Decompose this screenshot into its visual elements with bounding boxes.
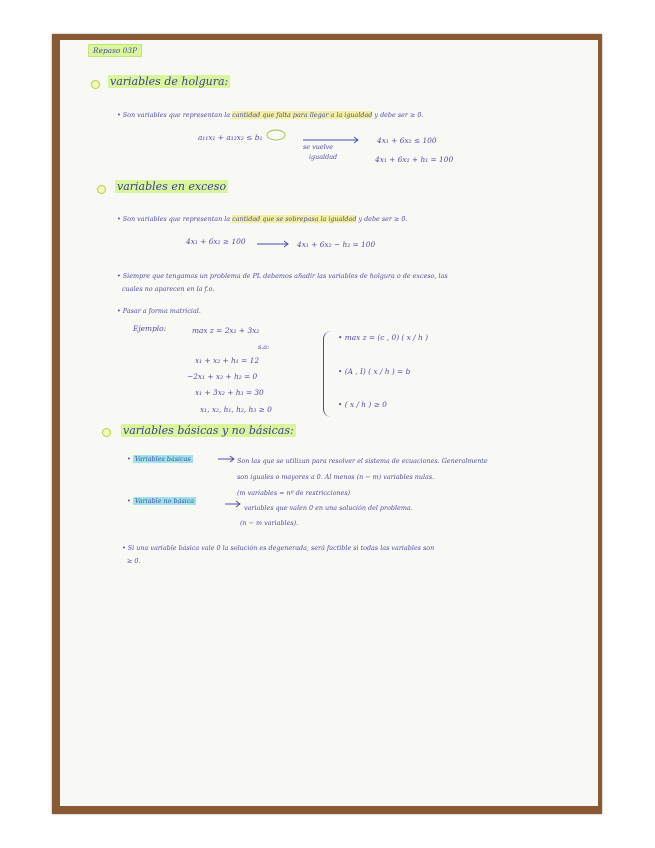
note-1-line-2: cuales no aparecen en la f.o.	[122, 285, 215, 293]
arrow-right-icon	[303, 137, 358, 143]
exceso-formula-left: 4x₁ + 6x₂ ≥ 100	[186, 237, 246, 246]
note-2: • Pasar a forma matricial.	[117, 307, 201, 315]
matrix-line: • max z = (c , 0) ( x / h )	[338, 333, 429, 342]
holgura-formula-left: a₁₁x₁ + a₁₂x₂ ≤ b₁	[198, 133, 263, 142]
holgura-arrow-note-1: se vuelve	[303, 143, 334, 151]
ejemplo-line: max z = 2x₁ + 3x₂	[192, 326, 260, 335]
exceso-formula-right: 4x₁ + 6x₂ − h₂ = 100	[297, 240, 376, 249]
ejemplo-line: x₁ + 3x₂ + h₃ = 30	[195, 388, 264, 397]
page-tag: Repaso 03P	[88, 44, 142, 57]
holgura-description: • Son variables que representan la cantidad que falta para llegar a la igualdad y debe ser ≥ 0.	[117, 111, 424, 119]
basic-variables-label: • Variables básicas	[127, 455, 191, 463]
final-note-line-2: ≥ 0.	[127, 557, 141, 565]
section-title-exceso: variables en exceso	[117, 180, 227, 193]
nonbasic-variable-label: • Variable no básica	[127, 497, 195, 505]
nonbasic-line-2: (n − m variables).	[240, 519, 299, 527]
ejemplo-line: −2x₁ + x₂ + h₂ = 0	[187, 372, 258, 381]
basic-line-1: Son las que se utilizan para resolver el sistema de ecuaciones. Generalmente	[237, 457, 488, 465]
arrow-right-icon	[257, 241, 288, 247]
note-1-line-1: • Siempre que tengamos un problema de PL debemos añadir las variables de holgura o de exceso, las	[117, 272, 448, 280]
section-title-basicas: variables básicas y no básicas:	[123, 424, 294, 437]
basic-line-3: (m variables = nº de restricciones)	[237, 489, 351, 497]
holgura-formula-right-2: 4x₁ + 6x₂ + h₁ = 100	[375, 155, 454, 164]
holgura-formula-right-1: 4x₁ + 6x₂ ≤ 100	[377, 136, 437, 145]
ejemplo-label: Ejemplo:	[133, 324, 167, 333]
section-title-holgura: variables de holgura:	[110, 75, 229, 88]
exceso-description: • Son variables que representan la cantidad que se sobrepasa la igualdad y debe ser ≥ 0.	[117, 215, 408, 223]
nonbasic-line-1: variables que valen 0 en una solución del problema.	[244, 504, 413, 512]
arrow-right-icon	[225, 501, 240, 507]
holgura-arrow-note-2: igualdad	[309, 153, 338, 161]
ejemplo-line: x₁, x₂, h₁, h₂, h₃ ≥ 0	[200, 405, 272, 414]
matrix-line: • ( x / h ) ≥ 0	[338, 400, 387, 409]
matrix-line: • (A , I) ( x / h ) = b	[338, 367, 411, 376]
arrow-right-icon	[218, 456, 234, 462]
final-note-line-1: • Si una variable básica vale 0 la solución es degenerada, será factible si todas las variables son	[122, 544, 435, 552]
basic-line-2: son iguales o mayores a 0. Al menos (n − m) variables nulas.	[237, 473, 435, 481]
ejemplo-line: x₁ + x₂ + h₁ = 12	[195, 356, 260, 365]
ejemplo-line: s.a:	[258, 343, 270, 351]
